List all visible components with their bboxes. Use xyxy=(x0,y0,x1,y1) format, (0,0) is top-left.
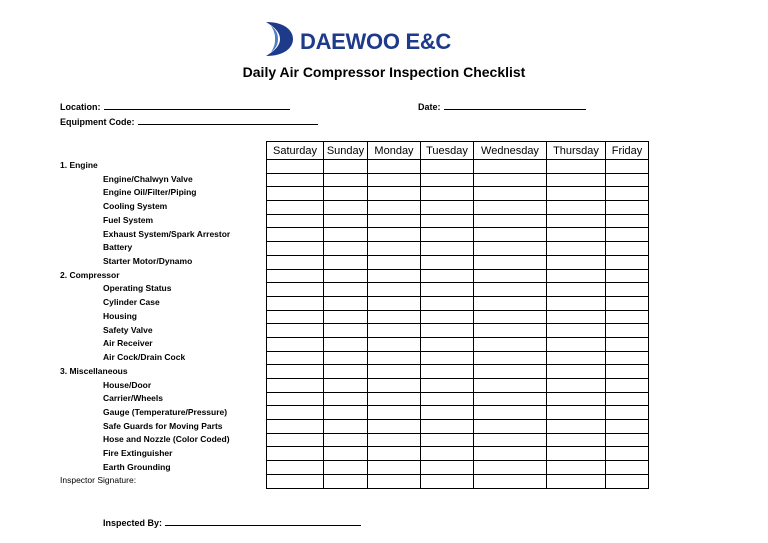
check-cell[interactable] xyxy=(368,160,421,174)
check-cell[interactable] xyxy=(421,474,474,488)
check-cell[interactable] xyxy=(474,461,547,475)
checklist-item: Fuel System xyxy=(103,214,154,225)
page-title: Daily Air Compressor Inspection Checklist xyxy=(242,64,526,80)
check-cell[interactable] xyxy=(421,160,474,174)
check-cell[interactable] xyxy=(547,392,606,406)
check-cell[interactable] xyxy=(474,242,547,256)
equipment-code-field xyxy=(60,115,318,127)
check-cell[interactable] xyxy=(474,365,547,379)
check-cell[interactable] xyxy=(421,310,474,324)
check-cell[interactable] xyxy=(547,201,606,215)
checklist-item: Gauge (Temperature/Pressure) xyxy=(103,406,228,417)
grid-row-item xyxy=(267,255,649,269)
check-cell[interactable] xyxy=(606,160,649,174)
check-cell[interactable] xyxy=(267,474,324,488)
check-cell[interactable] xyxy=(267,160,324,174)
check-cell[interactable] xyxy=(421,337,474,351)
check-cell[interactable] xyxy=(547,296,606,310)
check-cell[interactable] xyxy=(324,324,368,338)
check-cell[interactable] xyxy=(324,392,368,406)
check-cell[interactable] xyxy=(421,201,474,215)
check-cell[interactable] xyxy=(324,269,368,283)
grid-row-item xyxy=(267,201,649,215)
check-cell[interactable] xyxy=(474,201,547,215)
check-cell[interactable] xyxy=(324,433,368,447)
check-cell[interactable] xyxy=(474,296,547,310)
check-cell[interactable] xyxy=(606,255,649,269)
checklist-item: Earth Grounding xyxy=(103,461,171,472)
checklist-item: Air Receiver xyxy=(103,338,153,349)
check-cell[interactable] xyxy=(606,269,649,283)
check-cell[interactable] xyxy=(474,406,547,420)
equipment-code-blank[interactable] xyxy=(138,115,318,125)
check-cell[interactable] xyxy=(421,283,474,297)
check-cell[interactable] xyxy=(606,310,649,324)
check-cell[interactable] xyxy=(368,379,421,393)
check-cell[interactable] xyxy=(324,242,368,256)
grid-row-item xyxy=(267,420,649,434)
check-cell[interactable] xyxy=(368,447,421,461)
inspector-signature-label: Inspector Signature: xyxy=(60,475,137,485)
check-cell[interactable] xyxy=(324,214,368,228)
day-header-wednesday: Wednesday xyxy=(474,142,547,160)
check-cell[interactable] xyxy=(267,337,324,351)
check-cell[interactable] xyxy=(547,406,606,420)
check-cell[interactable] xyxy=(324,296,368,310)
check-cell[interactable] xyxy=(368,269,421,283)
checklist-item: Housing xyxy=(103,310,137,321)
check-cell[interactable] xyxy=(474,187,547,201)
check-cell[interactable] xyxy=(606,351,649,365)
check-cell[interactable] xyxy=(606,433,649,447)
location-blank[interactable] xyxy=(104,100,290,110)
day-header-thursday: Thursday xyxy=(547,142,606,160)
check-cell[interactable] xyxy=(474,173,547,187)
section-title: 2. Compressor xyxy=(60,269,120,280)
check-cell[interactable] xyxy=(267,228,324,242)
check-cell[interactable] xyxy=(547,474,606,488)
day-header-saturday: Saturday xyxy=(267,142,324,160)
checklist-labels xyxy=(60,159,230,475)
check-cell[interactable] xyxy=(368,474,421,488)
check-cell[interactable] xyxy=(368,365,421,379)
check-cell[interactable] xyxy=(324,255,368,269)
check-cell[interactable] xyxy=(368,228,421,242)
check-cell[interactable] xyxy=(547,173,606,187)
grid-row-signature xyxy=(267,474,649,488)
check-cell[interactable] xyxy=(606,392,649,406)
check-cell[interactable] xyxy=(421,214,474,228)
check-cell[interactable] xyxy=(606,214,649,228)
check-cell[interactable] xyxy=(368,420,421,434)
check-cell[interactable] xyxy=(474,160,547,174)
check-cell[interactable] xyxy=(547,351,606,365)
daewoo-swirl-icon xyxy=(262,20,296,58)
grid-row-item xyxy=(267,406,649,420)
check-cell[interactable] xyxy=(324,310,368,324)
check-cell[interactable] xyxy=(474,379,547,393)
check-cell[interactable] xyxy=(368,406,421,420)
check-cell[interactable] xyxy=(368,351,421,365)
check-cell[interactable] xyxy=(421,351,474,365)
grid-row-section-3 xyxy=(267,365,649,379)
check-cell[interactable] xyxy=(474,283,547,297)
grid-row-item xyxy=(267,337,649,351)
grid-row-item xyxy=(267,433,649,447)
check-cell[interactable] xyxy=(368,433,421,447)
check-cell[interactable] xyxy=(368,214,421,228)
day-header-sunday: Sunday xyxy=(324,142,368,160)
check-cell[interactable] xyxy=(368,296,421,310)
check-cell[interactable] xyxy=(474,255,547,269)
check-cell[interactable] xyxy=(606,337,649,351)
section-title: 3. Miscellaneous xyxy=(60,365,128,376)
checklist-item: Safe Guards for Moving Parts xyxy=(103,420,223,431)
check-cell[interactable] xyxy=(421,187,474,201)
grid-row-item xyxy=(267,392,649,406)
check-cell[interactable] xyxy=(547,324,606,338)
check-cell[interactable] xyxy=(267,324,324,338)
grid-row-item xyxy=(267,351,649,365)
check-cell[interactable] xyxy=(267,269,324,283)
check-cell[interactable] xyxy=(267,461,324,475)
check-cell[interactable] xyxy=(324,173,368,187)
check-cell[interactable] xyxy=(606,420,649,434)
check-cell[interactable] xyxy=(324,406,368,420)
check-cell[interactable] xyxy=(267,201,324,215)
checklist-item: Cylinder Case xyxy=(103,297,160,308)
check-cell[interactable] xyxy=(421,461,474,475)
check-cell[interactable] xyxy=(547,228,606,242)
grid-row-item xyxy=(267,214,649,228)
checklist-item: Starter Motor/Dynamo xyxy=(103,256,193,267)
check-cell[interactable] xyxy=(606,228,649,242)
check-cell[interactable] xyxy=(421,392,474,406)
check-cell[interactable] xyxy=(606,474,649,488)
grid-row-item xyxy=(267,379,649,393)
check-cell[interactable] xyxy=(368,310,421,324)
check-cell[interactable] xyxy=(474,392,547,406)
check-cell[interactable] xyxy=(606,461,649,475)
checklist-item: Engine/Chalwyn Valve xyxy=(103,173,193,184)
check-cell[interactable] xyxy=(324,461,368,475)
checklist-item: Engine Oil/Filter/Piping xyxy=(103,187,197,198)
check-cell[interactable] xyxy=(324,379,368,393)
check-cell[interactable] xyxy=(267,406,324,420)
check-cell[interactable] xyxy=(547,310,606,324)
check-cell[interactable] xyxy=(267,214,324,228)
check-cell[interactable] xyxy=(606,406,649,420)
checklist-item: Hose and Nozzle (Color Coded) xyxy=(103,434,230,445)
grid-row-item xyxy=(267,242,649,256)
check-cell[interactable] xyxy=(421,406,474,420)
checklist-grid xyxy=(266,141,649,489)
check-cell[interactable] xyxy=(324,187,368,201)
check-cell[interactable] xyxy=(547,269,606,283)
check-cell[interactable] xyxy=(606,379,649,393)
check-cell[interactable] xyxy=(267,296,324,310)
check-cell[interactable] xyxy=(368,173,421,187)
check-cell[interactable] xyxy=(324,447,368,461)
check-cell[interactable] xyxy=(324,160,368,174)
check-cell[interactable] xyxy=(474,228,547,242)
checklist-item: Air Cock/Drain Cock xyxy=(103,352,186,363)
company-logo xyxy=(262,20,472,60)
day-header-row xyxy=(267,142,649,160)
check-cell[interactable] xyxy=(474,447,547,461)
checklist-item: House/Door xyxy=(103,379,152,390)
check-cell[interactable] xyxy=(368,201,421,215)
check-cell[interactable] xyxy=(474,337,547,351)
checklist-item: Fire Extinguisher xyxy=(103,448,173,459)
grid-row-item xyxy=(267,228,649,242)
check-cell[interactable] xyxy=(547,379,606,393)
check-cell[interactable] xyxy=(324,228,368,242)
check-cell[interactable] xyxy=(324,201,368,215)
grid-row-section-1 xyxy=(267,160,649,174)
check-cell[interactable] xyxy=(474,214,547,228)
check-cell[interactable] xyxy=(267,420,324,434)
check-cell[interactable] xyxy=(474,433,547,447)
grid-row-item xyxy=(267,296,649,310)
check-cell[interactable] xyxy=(547,433,606,447)
check-cell[interactable] xyxy=(267,173,324,187)
date-field xyxy=(418,100,586,112)
check-cell[interactable] xyxy=(267,283,324,297)
checklist-item: Carrier/Wheels xyxy=(103,393,163,404)
checklist-item: Exhaust System/Spark Arrestor xyxy=(103,228,231,239)
company-name: DAEWOO E&C xyxy=(300,29,452,54)
check-cell[interactable] xyxy=(606,447,649,461)
check-cell[interactable] xyxy=(267,433,324,447)
check-cell[interactable] xyxy=(324,474,368,488)
inspected-by-blank[interactable] xyxy=(165,516,361,526)
location-label: Location: xyxy=(60,102,101,112)
check-cell[interactable] xyxy=(267,379,324,393)
check-cell[interactable] xyxy=(474,351,547,365)
check-cell[interactable] xyxy=(547,337,606,351)
check-cell[interactable] xyxy=(606,173,649,187)
check-cell[interactable] xyxy=(368,461,421,475)
check-cell[interactable] xyxy=(474,269,547,283)
check-cell[interactable] xyxy=(421,365,474,379)
check-cell[interactable] xyxy=(368,392,421,406)
check-cell[interactable] xyxy=(606,201,649,215)
grid-row-item xyxy=(267,173,649,187)
check-cell[interactable] xyxy=(421,242,474,256)
check-cell[interactable] xyxy=(474,324,547,338)
check-cell[interactable] xyxy=(547,214,606,228)
day-header-tuesday: Tuesday xyxy=(421,142,474,160)
inspected-by-field xyxy=(103,516,361,528)
check-cell[interactable] xyxy=(421,269,474,283)
check-cell[interactable] xyxy=(421,324,474,338)
check-cell[interactable] xyxy=(267,242,324,256)
grid-row-item xyxy=(267,187,649,201)
day-header-friday: Friday xyxy=(606,142,649,160)
check-cell[interactable] xyxy=(474,420,547,434)
check-cell[interactable] xyxy=(368,242,421,256)
check-cell[interactable] xyxy=(547,447,606,461)
check-cell[interactable] xyxy=(421,420,474,434)
check-cell[interactable] xyxy=(368,255,421,269)
date-blank[interactable] xyxy=(444,100,586,110)
check-cell[interactable] xyxy=(267,187,324,201)
check-cell[interactable] xyxy=(547,283,606,297)
grid-row-item xyxy=(267,324,649,338)
grid-row-item xyxy=(267,461,649,475)
location-field xyxy=(60,100,290,112)
check-cell[interactable] xyxy=(324,365,368,379)
equipment-code-label: Equipment Code: xyxy=(60,117,135,127)
check-cell[interactable] xyxy=(421,433,474,447)
checklist-item: Safety Valve xyxy=(103,324,153,335)
check-cell[interactable] xyxy=(324,283,368,297)
check-cell[interactable] xyxy=(547,160,606,174)
check-cell[interactable] xyxy=(324,420,368,434)
check-cell[interactable] xyxy=(606,296,649,310)
check-cell[interactable] xyxy=(606,324,649,338)
check-cell[interactable] xyxy=(267,351,324,365)
check-cell[interactable] xyxy=(368,283,421,297)
check-cell[interactable] xyxy=(421,447,474,461)
check-cell[interactable] xyxy=(267,392,324,406)
check-cell[interactable] xyxy=(547,242,606,256)
check-cell[interactable] xyxy=(368,324,421,338)
check-cell[interactable] xyxy=(474,310,547,324)
section-title: 1. Engine xyxy=(60,160,98,170)
check-cell[interactable] xyxy=(547,461,606,475)
check-cell[interactable] xyxy=(606,365,649,379)
check-cell[interactable] xyxy=(547,365,606,379)
check-cell[interactable] xyxy=(421,228,474,242)
check-cell[interactable] xyxy=(324,337,368,351)
check-cell[interactable] xyxy=(421,379,474,393)
checklist-item: Cooling System xyxy=(103,201,168,212)
check-cell[interactable] xyxy=(368,187,421,201)
inspected-by-label: Inspected By: xyxy=(103,518,163,528)
check-cell[interactable] xyxy=(474,474,547,488)
check-cell[interactable] xyxy=(267,365,324,379)
date-label: Date: xyxy=(418,102,441,112)
check-cell[interactable] xyxy=(267,310,324,324)
grid-row-item xyxy=(267,310,649,324)
day-header-monday: Monday xyxy=(368,142,421,160)
check-cell[interactable] xyxy=(547,255,606,269)
grid-row-section-2 xyxy=(267,269,649,283)
check-cell[interactable] xyxy=(606,283,649,297)
check-cell[interactable] xyxy=(368,337,421,351)
check-cell[interactable] xyxy=(606,187,649,201)
check-cell[interactable] xyxy=(547,187,606,201)
check-cell[interactable] xyxy=(421,296,474,310)
check-cell[interactable] xyxy=(267,255,324,269)
grid-row-item xyxy=(267,447,649,461)
grid-row-item xyxy=(267,283,649,297)
check-cell[interactable] xyxy=(606,242,649,256)
check-cell[interactable] xyxy=(267,447,324,461)
check-cell[interactable] xyxy=(421,173,474,187)
check-cell[interactable] xyxy=(547,420,606,434)
check-cell[interactable] xyxy=(324,351,368,365)
check-cell[interactable] xyxy=(421,255,474,269)
checklist-item: Battery xyxy=(103,242,133,253)
checklist-item: Operating Status xyxy=(103,283,172,294)
